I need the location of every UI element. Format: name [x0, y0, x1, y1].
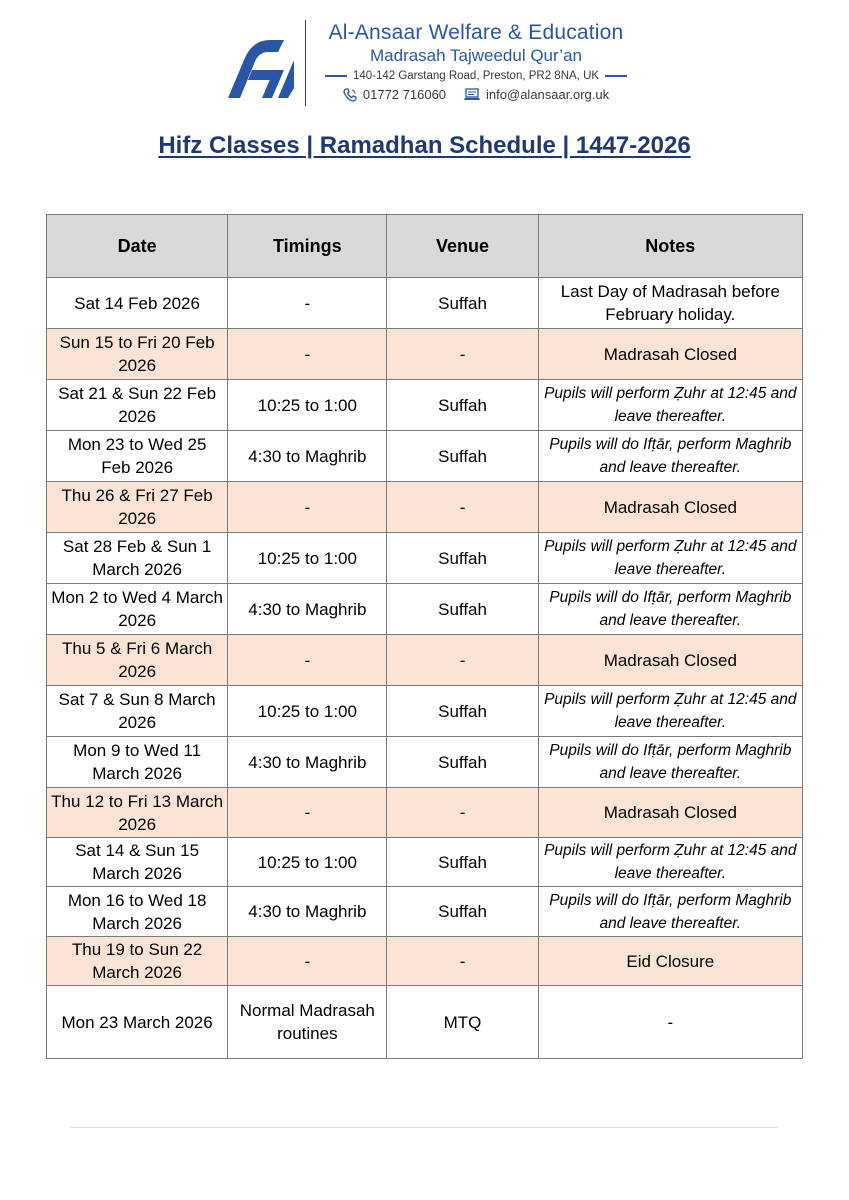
table-row: [47, 986, 803, 1059]
email-icon: [464, 88, 480, 101]
organisation-header: [316, 20, 636, 102]
table-row: [47, 838, 803, 887]
cell-notes: Pupils will perform Ẓuhr at 12:45 and leave thereafter.: [538, 533, 802, 584]
cell-date: Mon 23 March 2026: [47, 986, 228, 1059]
cell-venue: -: [387, 635, 538, 686]
cell-timings: 10:25 to 1:00: [228, 838, 387, 887]
cell-venue: -: [387, 937, 538, 986]
table-row-closed: [47, 329, 803, 380]
cell-venue: MTQ: [387, 986, 538, 1059]
phone-contact: [343, 87, 446, 102]
cell-timings: 4:30 to Maghrib: [228, 584, 387, 635]
address-row: [316, 70, 636, 82]
cell-timings: -: [228, 329, 387, 380]
header-divider: [305, 20, 306, 106]
cell-venue: Suffah: [387, 278, 538, 329]
cell-timings: Normal Madrasah routines: [228, 986, 387, 1059]
cell-notes: Pupils will do Ifṭār, perform Maghrib and leave thereafter.: [538, 584, 802, 635]
cell-date: Thu 19 to Sun 22 March 2026: [47, 937, 228, 986]
cell-venue: Suffah: [387, 380, 538, 431]
cell-date: Mon 9 to Wed 11 March 2026: [47, 737, 228, 788]
address-dash-left: [325, 75, 347, 77]
phone-icon: [343, 88, 357, 102]
cell-notes: Madrasah Closed: [538, 329, 802, 380]
cell-venue: Suffah: [387, 533, 538, 584]
cell-venue: Suffah: [387, 584, 538, 635]
cell-date: Mon 23 to Wed 25 Feb 2026: [47, 431, 228, 482]
email-contact: [464, 87, 609, 102]
cell-timings: -: [228, 278, 387, 329]
cell-notes: Madrasah Closed: [538, 482, 802, 533]
cell-date: Sat 28 Feb & Sun 1 March 2026: [47, 533, 228, 584]
cell-timings: 10:25 to 1:00: [228, 533, 387, 584]
cell-notes: -: [538, 986, 802, 1059]
cell-notes: Pupils will do Ifṭār, perform Maghrib and leave thereafter.: [538, 737, 802, 788]
table-row: [47, 278, 803, 329]
cell-timings: 10:25 to 1:00: [228, 380, 387, 431]
contact-row: [316, 87, 636, 102]
cell-timings: -: [228, 937, 387, 986]
cell-timings: 4:30 to Maghrib: [228, 737, 387, 788]
cell-date: Sat 14 & Sun 15 March 2026: [47, 838, 228, 887]
cell-venue: Suffah: [387, 887, 538, 937]
cell-timings: 4:30 to Maghrib: [228, 431, 387, 482]
cell-notes: Pupils will perform Ẓuhr at 12:45 and leave thereafter.: [538, 686, 802, 737]
table-row: [47, 380, 803, 431]
table-row-closed: [47, 482, 803, 533]
cell-notes: Madrasah Closed: [538, 635, 802, 686]
cell-timings: -: [228, 482, 387, 533]
organisation-subtitle: Madrasah Tajweedul Qur’an: [370, 46, 582, 65]
table-header-row: [47, 215, 803, 278]
cell-date: Sun 15 to Fri 20 Feb 2026: [47, 329, 228, 380]
schedule-table: [46, 214, 803, 1059]
table-row: [47, 686, 803, 737]
cell-notes: Pupils will perform Ẓuhr at 12:45 and leave thereafter.: [538, 838, 802, 887]
table-row-closed: [47, 635, 803, 686]
cell-date: Sat 14 Feb 2026: [47, 278, 228, 329]
column-header-date: Date: [47, 215, 228, 278]
cell-venue: -: [387, 788, 538, 838]
organisation-name: Al-Ansaar Welfare & Education: [328, 21, 624, 44]
cell-notes: Madrasah Closed: [538, 788, 802, 838]
cell-notes: Pupils will do Ifṭār, perform Maghrib and leave thereafter.: [538, 887, 802, 937]
footer-divider: [70, 1127, 778, 1128]
table-row: [47, 737, 803, 788]
table-row: [47, 431, 803, 482]
cell-venue: Suffah: [387, 838, 538, 887]
column-header-notes: Notes: [538, 215, 802, 278]
page-title: Hifz Classes | Ramadhan Schedule | 1447-2026: [158, 132, 691, 159]
cell-notes: Pupils will do Ifṭār, perform Maghrib and leave thereafter.: [538, 431, 802, 482]
cell-date: Thu 26 & Fri 27 Feb 2026: [47, 482, 228, 533]
cell-timings: -: [228, 635, 387, 686]
cell-venue: Suffah: [387, 737, 538, 788]
cell-notes: Pupils will perform Ẓuhr at 12:45 and leave thereafter.: [538, 380, 802, 431]
cell-date: Thu 12 to Fri 13 March 2026: [47, 788, 228, 838]
cell-venue: Suffah: [387, 431, 538, 482]
cell-timings: -: [228, 788, 387, 838]
phone-text: 01772 716060: [362, 87, 447, 102]
cell-timings: 10:25 to 1:00: [228, 686, 387, 737]
cell-venue: Suffah: [387, 686, 538, 737]
cell-date: Mon 2 to Wed 4 March 2026: [47, 584, 228, 635]
address-dash-right: [605, 75, 627, 77]
cell-date: Mon 16 to Wed 18 March 2026: [47, 887, 228, 937]
email-text: info@alansaar.org.uk: [486, 87, 610, 102]
cell-date: Sat 7 & Sun 8 March 2026: [47, 686, 228, 737]
column-header-venue: Venue: [387, 215, 538, 278]
table-row-closed: [47, 937, 803, 986]
cell-notes: Eid Closure: [538, 937, 802, 986]
cell-venue: -: [387, 482, 538, 533]
table-row: [47, 887, 803, 937]
organisation-logo: [222, 30, 296, 100]
cell-venue: -: [387, 329, 538, 380]
cell-date: Sat 21 & Sun 22 Feb 2026: [47, 380, 228, 431]
column-header-timings: Timings: [228, 215, 387, 278]
cell-timings: 4:30 to Maghrib: [228, 887, 387, 937]
table-row: [47, 533, 803, 584]
cell-date: Thu 5 & Fri 6 March 2026: [47, 635, 228, 686]
table-row-closed: [47, 788, 803, 838]
address-text: 140-142 Garstang Road, Preston, PR2 8NA, UK: [352, 70, 600, 82]
cell-notes: Last Day of Madrasah before February holiday.: [538, 278, 802, 329]
table-row: [47, 584, 803, 635]
